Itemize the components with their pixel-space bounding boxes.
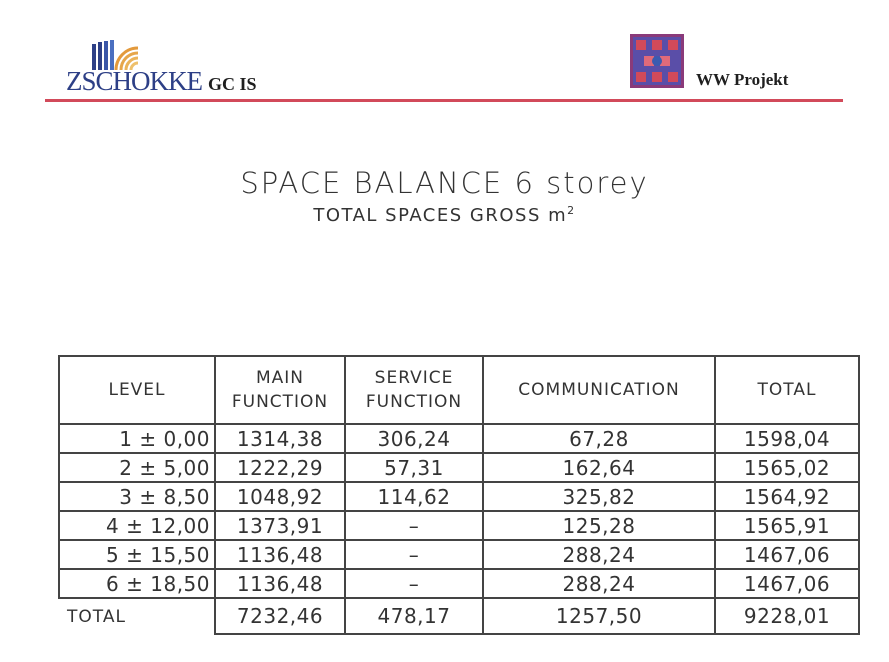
level-cell: 4 ± 12,00 (59, 511, 215, 540)
zschokke-brand (66, 68, 257, 95)
col-header-level: LEVEL (59, 356, 215, 424)
total-cell: 1598,04 (715, 424, 859, 453)
service-function-total: 478,17 (345, 598, 483, 634)
table-row (59, 453, 859, 482)
total-cell: 1565,91 (715, 511, 859, 540)
level-cell: 3 ± 8,50 (59, 482, 215, 511)
level-cell: 5 ± 15,50 (59, 540, 215, 569)
grand-total: 9228,01 (715, 598, 859, 634)
main-function-cell: 1136,48 (215, 569, 345, 598)
communication-cell: 67,28 (483, 424, 715, 453)
ww-projekt-logo (630, 34, 830, 94)
communication-total: 1257,50 (483, 598, 715, 634)
ww-projekt-pattern-icon (630, 34, 684, 88)
level-cell: 6 ± 18,50 (59, 569, 215, 598)
level-cell: 1 ± 0,00 (59, 424, 215, 453)
total-cell: 1467,06 (715, 569, 859, 598)
communication-cell: 162,64 (483, 453, 715, 482)
main-function-cell: 1136,48 (215, 540, 345, 569)
total-label: TOTAL (59, 598, 215, 634)
col-header-communication: COMMUNICATION (483, 356, 715, 424)
communication-cell: 288,24 (483, 569, 715, 598)
table-row (59, 424, 859, 453)
page-subtitle (0, 204, 889, 226)
service-function-cell: – (345, 569, 483, 598)
service-function-cell: – (345, 511, 483, 540)
table-row (59, 569, 859, 598)
communication-cell: 288,24 (483, 540, 715, 569)
page-title: SPACE BALANCE 6 storey (240, 166, 649, 200)
table-row (59, 511, 859, 540)
table-total-row (59, 598, 859, 634)
table-row (59, 482, 859, 511)
col-header-total: TOTAL (715, 356, 859, 424)
main-function-total: 7232,46 (215, 598, 345, 634)
communication-cell: 325,82 (483, 482, 715, 511)
level-cell: 2 ± 5,00 (59, 453, 215, 482)
ww-projekt-name: WW Projekt (696, 70, 789, 89)
subtitle-superscript: 2 (567, 204, 576, 217)
main-function-cell: 1314,38 (215, 424, 345, 453)
zschokke-logo (66, 38, 286, 94)
total-cell: 1564,92 (715, 482, 859, 511)
brand-suffix: GC IS (208, 74, 257, 94)
subtitle-text: TOTAL SPACES GROSS m (313, 205, 568, 226)
main-function-cell: 1048,92 (215, 482, 345, 511)
space-balance-table (58, 355, 860, 635)
table-header-row (59, 356, 859, 424)
brand-name: ZSCHOKKE (66, 66, 203, 96)
header-rule (45, 99, 843, 102)
main-function-cell: 1222,29 (215, 453, 345, 482)
service-function-cell: 57,31 (345, 453, 483, 482)
col-header-service-function: SERVICE FUNCTION (345, 356, 483, 424)
total-cell: 1467,06 (715, 540, 859, 569)
total-cell: 1565,02 (715, 453, 859, 482)
service-function-cell: – (345, 540, 483, 569)
service-function-cell: 306,24 (345, 424, 483, 453)
main-function-cell: 1373,91 (215, 511, 345, 540)
col-header-main-function: MAIN FUNCTION (215, 356, 345, 424)
service-function-cell: 114,62 (345, 482, 483, 511)
communication-cell: 125,28 (483, 511, 715, 540)
table-row (59, 540, 859, 569)
